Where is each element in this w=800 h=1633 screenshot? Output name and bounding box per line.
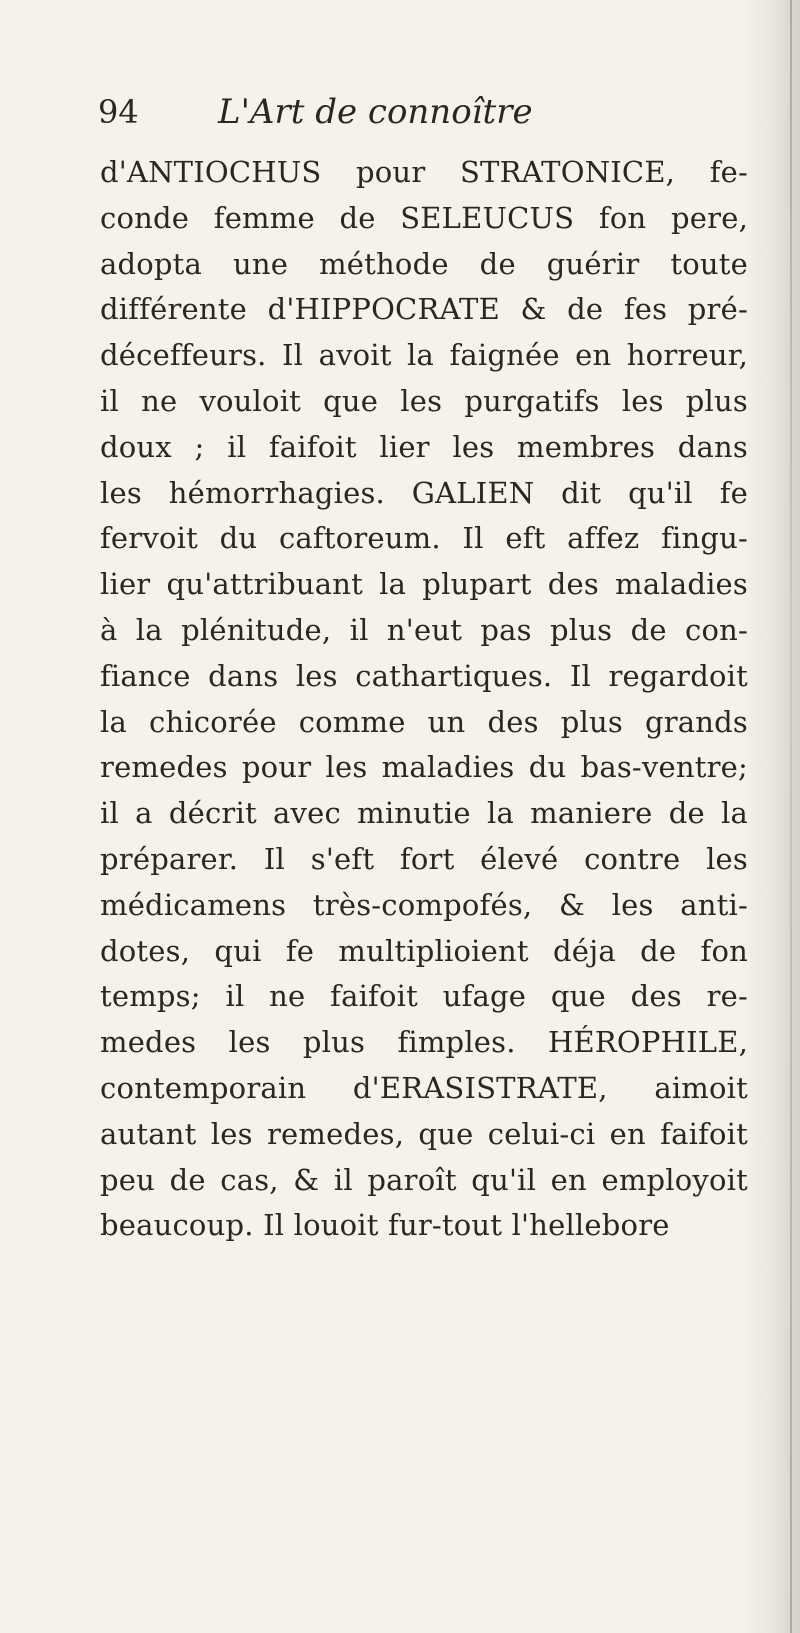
text-line: adopta une méthode de guérir toute (100, 246, 748, 281)
text-line: il a décrit avec minutie la maniere de la (100, 796, 748, 831)
text-line: les hémorrhagies. GALIEN dit qu'il fe (100, 475, 748, 510)
page-header (98, 92, 738, 142)
running-title: L'Art de connoître (218, 92, 533, 132)
text-line: beaucoup. Il louoit fur-tout l'hellebore (100, 1208, 670, 1243)
text-line: fiance dans les cathartiques. Il regardoit (100, 658, 748, 693)
text-line: medes les plus fimples. HÉROPHILE, (100, 1025, 748, 1060)
text-line: dotes, qui fe multiplioient déja de fon (100, 933, 748, 968)
text-line: à la plénitude, il n'eut pas plus de con- (100, 612, 748, 647)
text-line: conde femme de SELEUCUS fon pere, (100, 200, 748, 235)
page-edge (790, 0, 792, 1633)
text-line: d'ANTIOCHUS pour STRATONICE, fe- (100, 155, 748, 189)
text-line: peu de cas, & il paroît qu'il en employoit (100, 1162, 748, 1197)
text-line: déceffeurs. Il avoit la faignée en horreur, (100, 338, 748, 373)
page-number: 94 (98, 93, 139, 131)
body-text (100, 150, 748, 1249)
text-line: lier qu'attribuant la plupart des maladies (100, 567, 748, 602)
text-line: contemporain d'ERASISTRATE, aimoit (100, 1070, 748, 1105)
text-line: la chicorée comme un des plus grands (100, 704, 748, 739)
text-line: autant les remedes, que celui-ci en faifoit (100, 1116, 748, 1151)
text-line: préparer. Il s'eft fort élevé contre les (100, 841, 748, 876)
text-line: différente d'HIPPOCRATE & de fes pré- (100, 292, 748, 327)
text-line: doux ; il faifoit lier les membres dans (100, 429, 748, 464)
text-line: médicamens très-compofés, & les anti- (100, 887, 748, 922)
text-line: fervoit du caftoreum. Il eft affez fingu- (100, 521, 748, 556)
text-line: remedes pour les maladies du bas-ventre; (100, 750, 748, 785)
text-line: il ne vouloit que les purgatifs les plus (100, 383, 748, 418)
text-line: temps; il ne faifoit ufage que des re- (100, 979, 748, 1014)
